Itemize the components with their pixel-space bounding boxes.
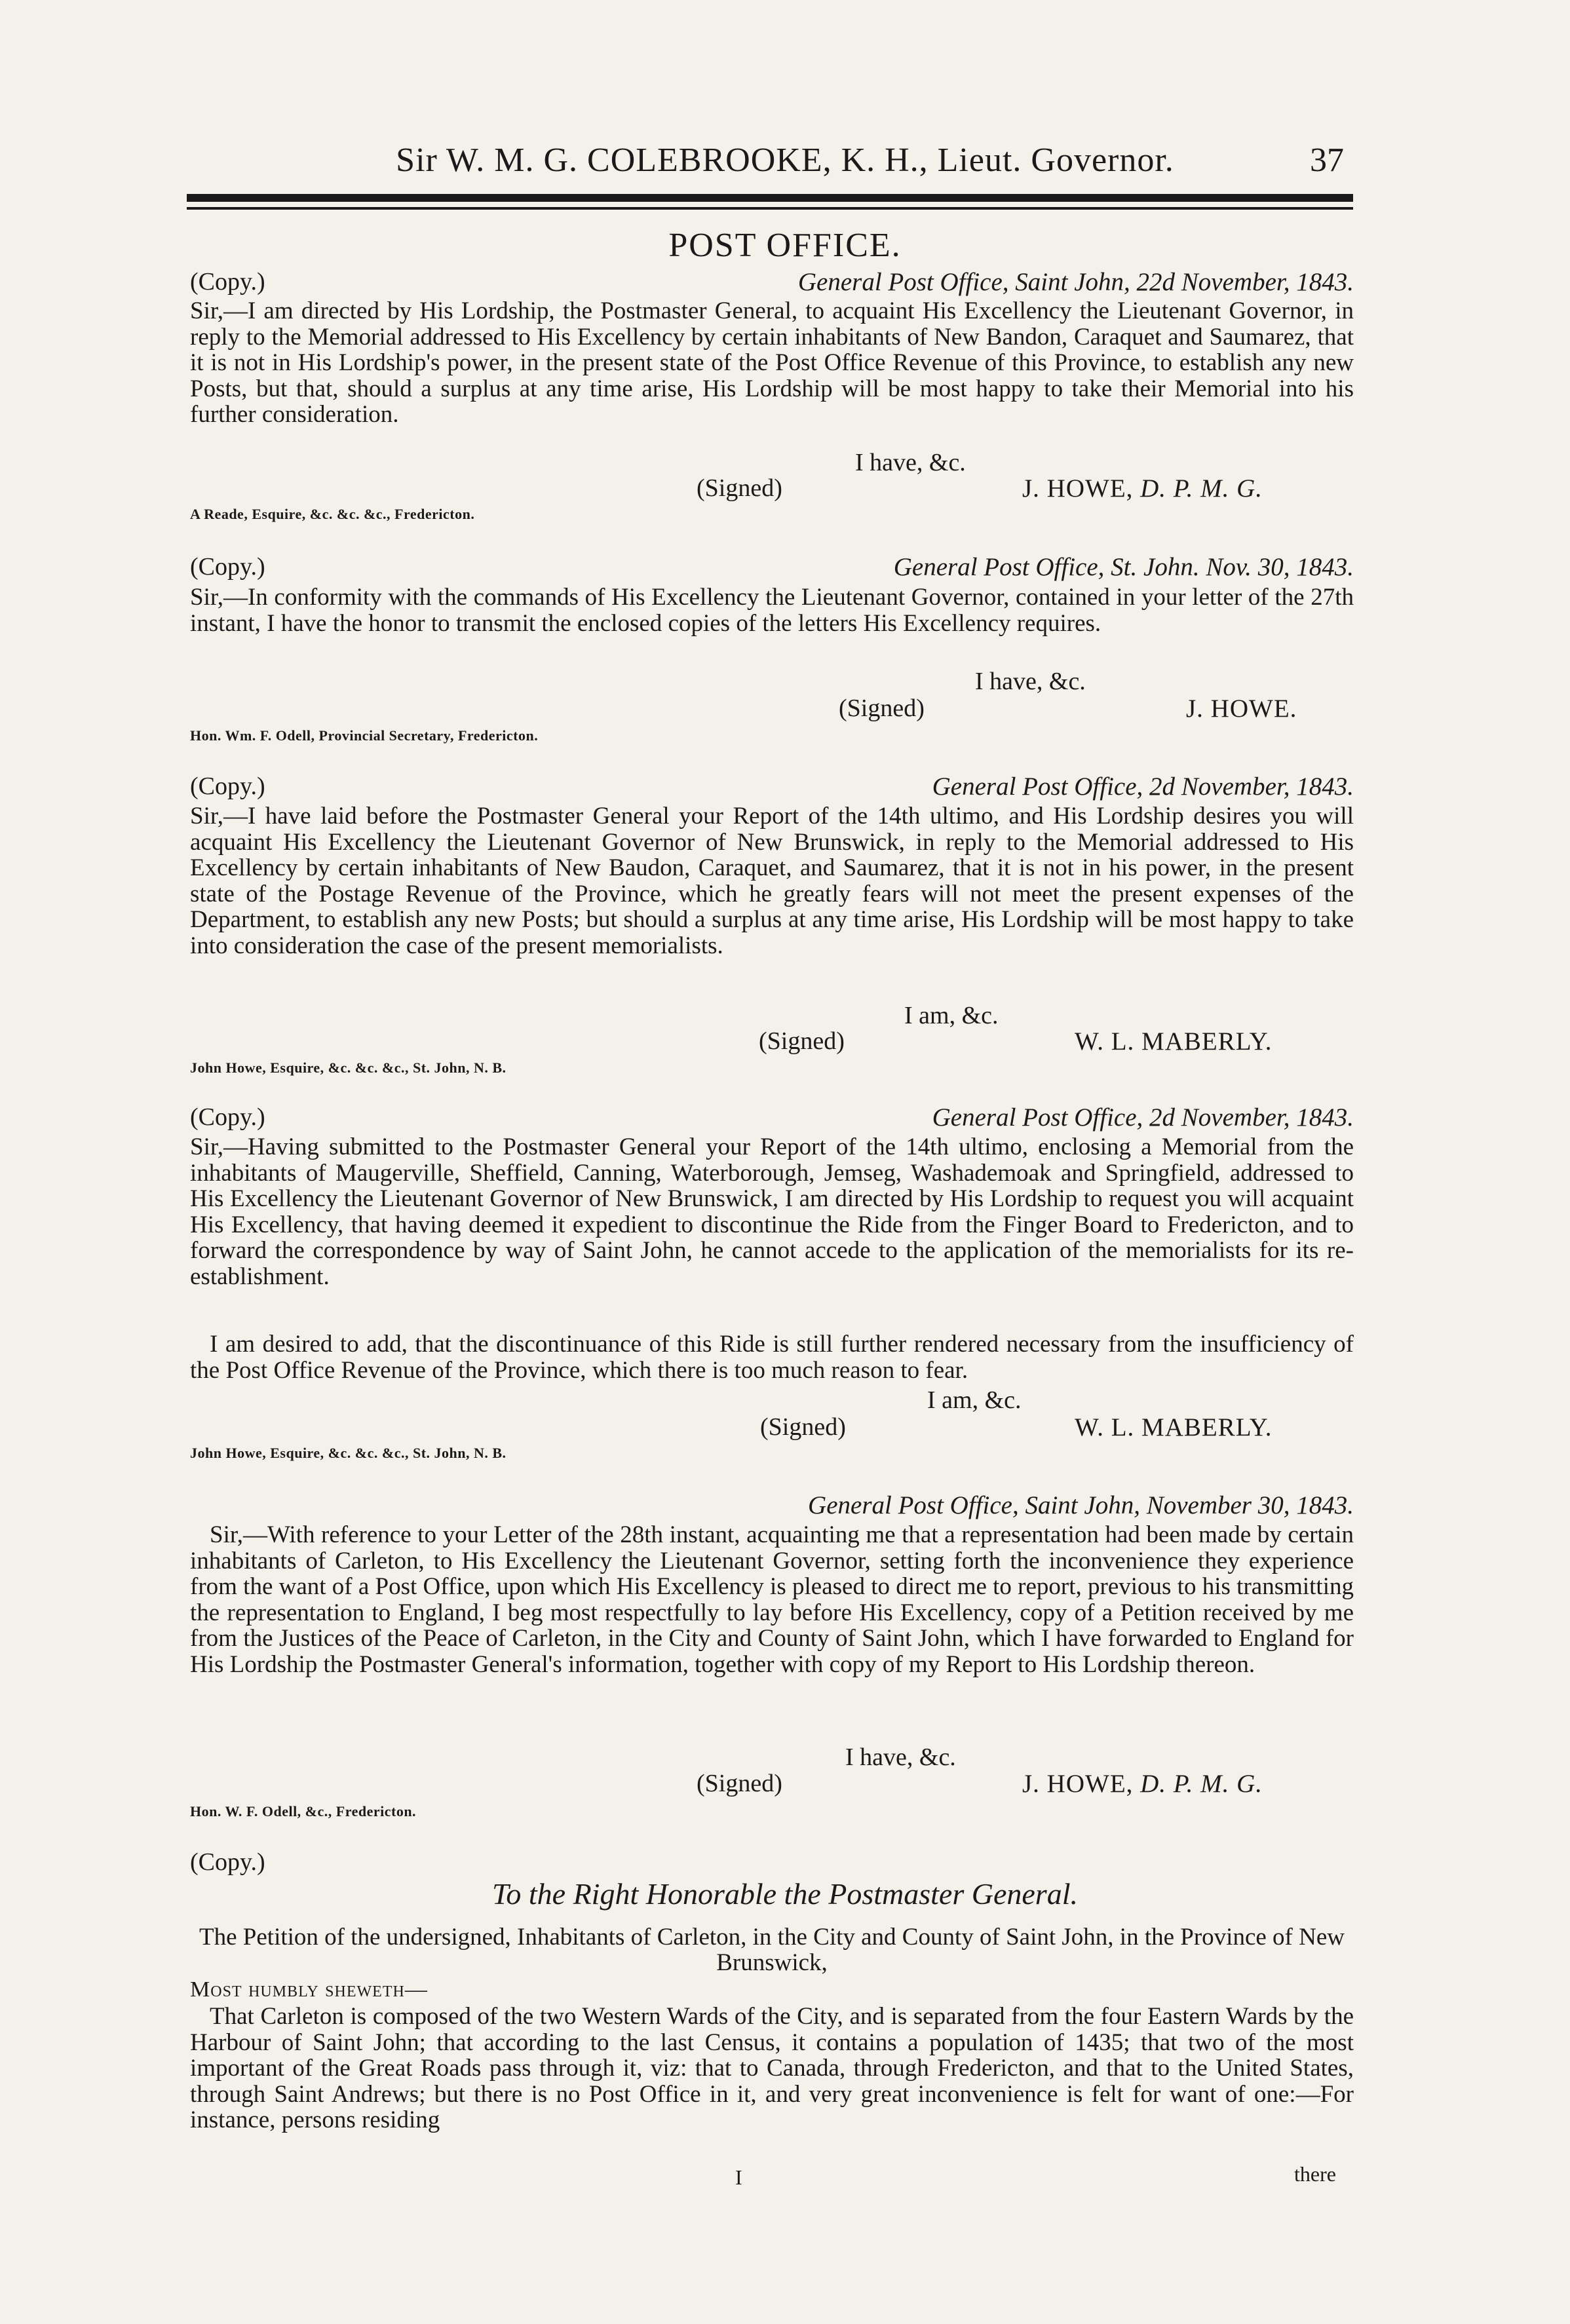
copy-label: (Copy.) xyxy=(190,553,265,581)
dateline: General Post Office, Saint John, November 30, 1843. xyxy=(808,1491,1354,1519)
signed-label: (Signed) xyxy=(697,474,782,502)
signed-label: (Signed) xyxy=(839,695,925,722)
petition-salutation: Most humbly sheweth— xyxy=(190,1977,428,2002)
signature: J. HOWE, D. P. M. G. xyxy=(1022,474,1263,503)
copy-label: (Copy.) xyxy=(190,772,265,800)
signature: W. L. MABERLY. xyxy=(1075,1413,1273,1441)
copy-label: (Copy.) xyxy=(190,268,265,295)
signature: W. L. MABERLY. xyxy=(1075,1027,1273,1056)
signed-label: (Signed) xyxy=(760,1413,846,1441)
petition-intro: The Petition of the undersigned, Inhabitants of Carleton, in the City and County of Saint John, in the Province of New Brunswick, xyxy=(199,1924,1345,1976)
addressee: Hon. W. F. Odell, &c., Fredericton. xyxy=(190,1803,417,1819)
addressee: A Reade, Esquire, &c. &c. &c., Fredericton. xyxy=(190,506,475,522)
copy-label: (Copy.) xyxy=(190,1103,265,1131)
copy-label: (Copy.) xyxy=(190,1848,265,1876)
page-number: 37 xyxy=(1310,142,1344,179)
header-rule-thin xyxy=(187,207,1353,210)
letter-body: Sir,—I am directed by His Lordship, the Postmaster General, to acquaint His Excellency the Lieutenant Governor, in reply to the Memorial addressed to His Excellency by certain inhabitants of New Bandon, Caraquet and Saumarez, that it is not in His Lordship's power, in the present state of the Post Office Revenue of this Province, to establish any new Posts, but that, should a surplus at any time arise, His Lordship will be most happy to take their Memorial into his further consideration. xyxy=(190,297,1354,428)
dateline: General Post Office, 2d November, 1843. xyxy=(932,1103,1354,1132)
signature-mark: I xyxy=(735,2165,742,2189)
dateline: General Post Office, 2d November, 1843. xyxy=(932,772,1354,801)
petition-body: That Carleton is composed of the two Western Wards of the City, and is separated from the four Eastern Wards by the Harbour of Saint John; that according to the last Census, it contains a population of 1435; that two of the most important of the Great Roads pass through it, viz: that to Canada, through Fredericton, and that to the United States, through Saint Andrews; but there is no Post Office in it, and very great inconvenience is felt for want of one:—For instance, persons residing xyxy=(190,2003,1354,2133)
addressee: John Howe, Esquire, &c. &c. &c., St. John, N. B. xyxy=(190,1445,507,1461)
closing: I am, &c. xyxy=(927,1386,1022,1414)
signature: J. HOWE. xyxy=(1186,695,1297,723)
dateline: General Post Office, Saint John, 22d November, 1843. xyxy=(797,268,1354,296)
catchword: there xyxy=(1294,2162,1336,2186)
letter-body: Sir,—Having submitted to the Postmaster General your Report of the 14th ultimo, enclosing a Memorial from the inhabitants of Maugerville, Sheffield, Canning, Waterborough, Jemseg, Washademoak and Springfield, addressed to His Excellency the Lieutenant Governor of New Brunswick, I am directed by His Lordship to request you will acquaint His Excellency, that having deemed it expedient to discontinue the Ride from the Finger Board to Fredericton, and to forward the correspondence by way of Saint John, he cannot accede to the application of the memorialists for its re-establishment. xyxy=(190,1133,1354,1290)
letter-body: Sir,—With reference to your Letter of the 28th instant, acquainting me that a representation had been made by certain inhabitants of Carleton, to His Excellency the Lieutenant Governor, setting forth the inconvenience they experience from the want of a Post Office, upon which His Excellency is pleased to direct me to report, previous to his transmitting the representation to England, I beg most respectfully to lay before His Excellency, copy of a Petition received by me from the Justices of the Peace of Carleton, in the City and County of Saint John, which I have forwarded to England for His Lordship the Postmaster General's information, together with copy of my Report to His Lordship thereon. xyxy=(190,1521,1354,1678)
section-title: POST OFFICE. xyxy=(668,227,902,264)
addressee: Hon. Wm. F. Odell, Provincial Secretary, Fredericton. xyxy=(190,727,539,744)
signature: J. HOWE, D. P. M. G. xyxy=(1022,1770,1263,1798)
addressee: John Howe, Esquire, &c. &c. &c., St. John, N. B. xyxy=(190,1059,507,1076)
header-rule-thick xyxy=(187,194,1353,202)
letter-body: Sir,—I have laid before the Postmaster General your Report of the 14th ultimo, and His Lordship desires you will acquaint His Excellency the Lieutenant Governor of New Brunswick, in reply to the Memorial addressed to His Excellency by certain inhabitants of New Baudon, Caraquet, and Saumarez, that it is not in his power, in the present state of the Postage Revenue of the Province, which he greatly fears will not meet the present expenses of the Department, to establish any new Posts; but should a surplus at any time arise, His Lordship will be most happy to take into consideration the case of the present memorialists. xyxy=(190,803,1354,959)
closing: I have, &c. xyxy=(855,449,966,476)
signed-label: (Signed) xyxy=(697,1770,782,1797)
dateline: General Post Office, St. John. Nov. 30, 1843. xyxy=(893,553,1354,581)
letter-body: Sir,—In conformity with the commands of His Excellency the Lieutenant Governor, contained in your letter of the 27th instant, I have the honor to transmit the enclosed copies of the letters His Excellency requires. xyxy=(190,584,1354,637)
closing: I have, &c. xyxy=(975,668,1086,695)
running-header: Sir W. M. G. COLEBROOKE, K. H., Lieut. Governor. xyxy=(396,142,1174,179)
closing: I have, &c. xyxy=(845,1743,956,1771)
petition-title: To the Right Honorable the Postmaster General. xyxy=(492,1877,1078,1911)
signed-label: (Signed) xyxy=(759,1027,845,1055)
closing: I am, &c. xyxy=(904,1002,999,1029)
letter-body-continued: I am desired to add, that the discontinuance of this Ride is still further rendered necessary from the insufficiency of the Post Office Revenue of the Province, which there is too much reason to fear. xyxy=(190,1331,1354,1384)
